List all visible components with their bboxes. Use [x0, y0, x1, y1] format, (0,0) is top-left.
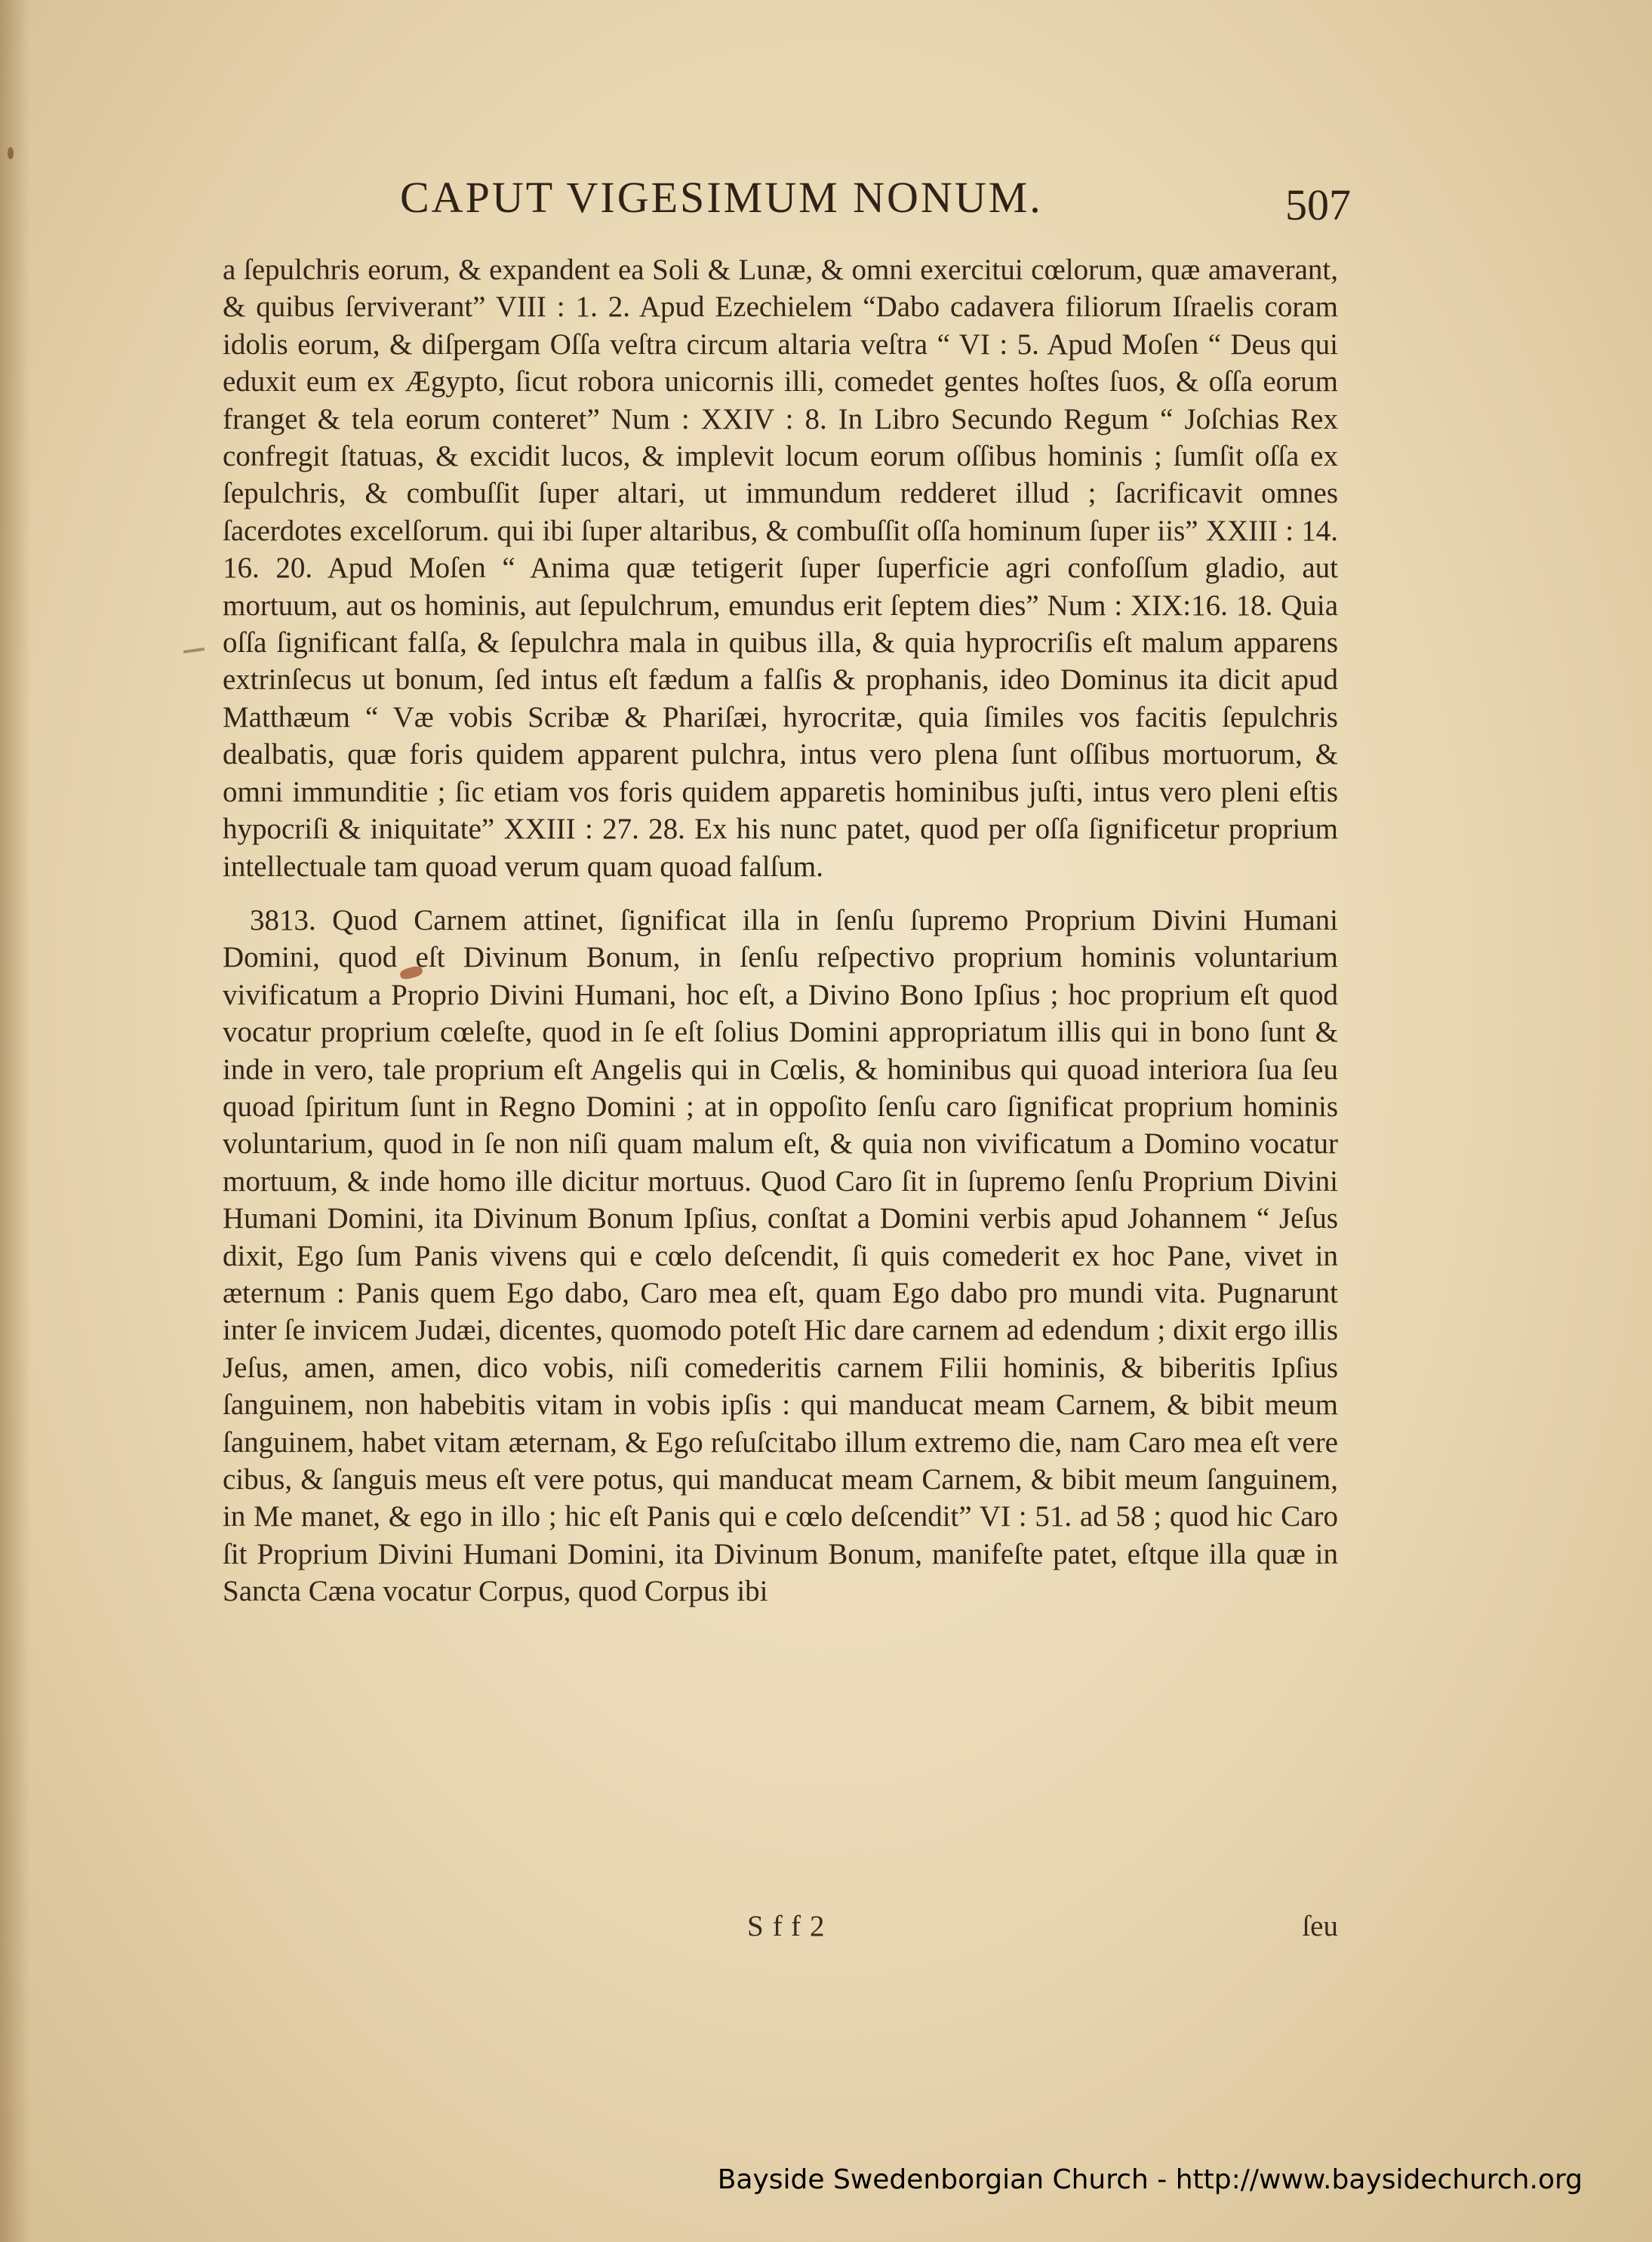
- ink-speck: [8, 147, 14, 159]
- watermark-credit: Bayside Swedenborgian Church - http://www.baysidechurch.org: [717, 2164, 1583, 2195]
- margin-pen-mark: [183, 647, 205, 654]
- page-edge-shadow: [0, 0, 30, 2242]
- page-number: 507: [1285, 180, 1351, 229]
- catchword: ſeu: [1302, 1910, 1338, 1942]
- signature-mark: Sff2: [747, 1910, 834, 1942]
- page-header: [400, 172, 1351, 248]
- paragraph-continuation: a ſepulchris eorum, & expandent ea Soli & Lunæ, & omni exercitui cœlorum, quæ amaverant, & quibus ſerviverant” VIII : 1. 2. Apud Ezechielem “Dabo cadavera filiorum Iſraelis coram idolis eorum, & diſpergam Oſſa veſtra circum altaria veſtra “ VI : 5. Apud Moſen “ Deus qui eduxit eum ex Ægypto, ſicut robora unicornis illi, comedet gentes hoſtes ſuos, & oſſa eorum franget & tela eorum conteret” Num : XXIV : 8. In Libro Secundo Regum “ Joſchias Rex confregit ſtatuas, & excidit lucos, & implevit locum eorum oſſibus hominis ; ſumſit oſſa ex ſepulchris, & combuſſit ſuper altari, ut immundum redderet illud ; ſacrificavit omnes ſacerdotes excelſorum. qui ibi ſuper altaribus, & combuſſit oſſa hominum ſuper iis” XXIII : 14. 16. 20. Apud Moſen “ Anima quæ tetigerit ſuper ſuperficie agri confoſſum gladio, aut mortuum, aut os hominis, aut ſepulchrum, emundus erit ſeptem dies” Num : XIX:16. 18. Quia oſſa ſignificant falſa, & ſepulchra mala in quibus illa, & quia hyprocriſis eſt malum apparens extrinſecus ut bonum, ſed intus eſt fædum a falſis & prophanis, ideo Dominus ita dicit apud Matthæum “ Væ vobis Scribæ & Phariſæi, hyrocritæ, quia ſimiles vos facitis ſepulchris dealbatis, quæ foris quidem apparent pulchra, intus vero plena ſunt oſſibus mortuorum, & omni immunditie ; ſic etiam vos foris quidem apparetis hominibus juſti, intus vero pleni eſtis hypocriſi & iniquitate” XXIII : 27. 28. Ex his nunc patet, quod per oſſa ſignificetur proprium intellectuale tam quoad verum quam quoad falſum.: [223, 254, 1338, 883]
- page-footer: [223, 1909, 1338, 1947]
- body-text: [223, 251, 1338, 1610]
- running-title: CAPUT VIGESIMUM NONUM.: [400, 173, 1043, 222]
- paragraph-3813: 3813. Quod Carnem attinet, ſignificat illa in ſenſu ſupremo Proprium Divini Humani Domini, quod eſt Divinum Bonum, in ſenſu reſpectivo proprium hominis voluntarium vivificatum a Proprio Divini Humani, hoc eſt, a Divino Bono Ipſius ; hoc proprium eſt quod vocatur proprium cœleſte, quod in ſe eſt ſolius Domini appropriatum illis qui in bono ſunt & inde in vero, tale proprium eſt Angelis qui in Cœlis, & hominibus qui quoad interiora ſua ſeu quoad ſpiritum ſunt in Regno Domini ; at in oppoſito ſenſu caro ſignificat proprium hominis voluntarium, quod in ſe non niſi quam malum eſt, & quia non vivificatum a Domino vocatur mortuum, & inde homo ille dicitur mortuus. Quod Caro ſit in ſupremo ſenſu Proprium Divini Humani Domini, ita Divinum Bonum Ipſius, conſtat a Domini verbis apud Johannem “ Jeſus dixit, Ego ſum Panis vivens qui e cœlo deſcendit, ſi quis comederit ex hoc Pane, vivet in æternum : Panis quem Ego dabo, Caro mea eſt, quam Ego dabo pro mundi vita. Pugnarunt inter ſe invicem Judæi, dicentes, quomodo poteſt Hic dare carnem ad edendum ; dixit ergo illis Jeſus, amen, amen, dico vobis, niſi comederitis carnem Filii hominis, & biberitis Ipſius ſanguinem, non habebitis vitam in vobis ipſis : qui manducat meam Carnem, & bibit meum ſanguinem, habet vitam æternam, & Ego reſuſcitabo illum extremo die, nam Caro mea eſt vere cibus, & ſanguis meus eſt vere potus, qui manducat meam Carnem, & bibit meum ſanguinem, in Me manet, & ego in illo ; hic eſt Panis qui e cœlo deſcendit” VI : 51. ad 58 ; quod hic Caro ſit Proprium Divini Humani Domini, ita Divinum Bonum, manifeſte patet, eſtque illa quæ in Sancta Cæna vocatur Corpus, quod Corpus ibi: [223, 903, 1338, 1608]
